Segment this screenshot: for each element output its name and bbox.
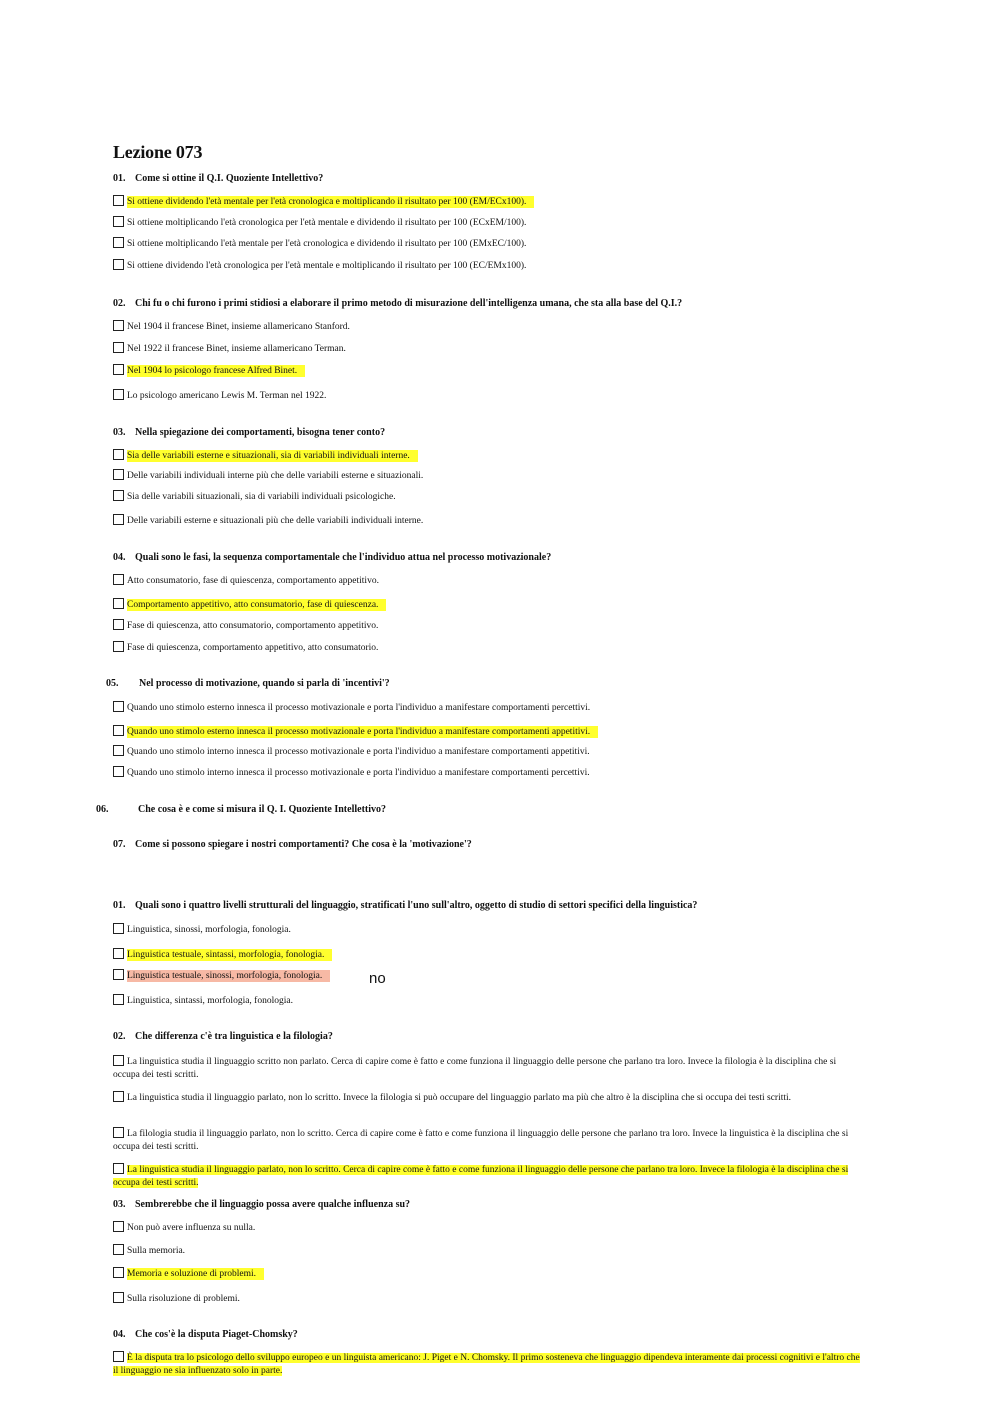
answer-checkbox[interactable] <box>113 1267 124 1278</box>
answer-option <box>113 1091 865 1105</box>
answer-text-wrong-highlighted: Linguistica testuale, sinossi, morfologia, fonologia. <box>127 970 330 982</box>
answer-checkbox[interactable] <box>113 994 124 1005</box>
answer-checkbox[interactable] <box>113 237 124 248</box>
answer-option <box>113 574 379 588</box>
answer-text-highlighted: Sia delle variabili esterne e situazionali, sia di variabili individuali interne. <box>127 450 418 462</box>
answer-option <box>113 1127 865 1154</box>
question-number: 01. <box>113 173 126 184</box>
answer-checkbox[interactable] <box>113 216 124 227</box>
answer-text: La linguistica studia il linguaggio scritto non parlato. Cerca di capire come è fatto e come funziona il linguaggio delle persone che parlano tra loro. Invece la filologia è la disciplina che si occupa dei testi scritti. <box>113 1057 837 1080</box>
answer-option <box>113 364 305 378</box>
question-text: Come si ottine il Q.I. Quoziente Intellettivo? <box>135 173 324 184</box>
answer-option <box>113 195 534 209</box>
answer-option <box>113 948 332 962</box>
answer-text: Fase di quiescenza, atto consumatorio, comportamento appetitivo. <box>127 621 379 631</box>
answer-option <box>113 490 396 504</box>
answer-option <box>113 994 293 1008</box>
answer-option <box>113 701 590 715</box>
handwritten-note: no <box>369 970 386 987</box>
answer-text: La linguistica studia il linguaggio parlato, non lo scritto. Invece la filologia si può occupare del linguaggio parlato ma più che altro è la disciplina che si occupa dei testi scritti. <box>127 1093 792 1103</box>
answer-text: Si ottiene moltiplicando l'età cronologica per l'età mentale e dividendo il risultato per 100 (ECxEM/100). <box>127 218 527 228</box>
answer-text: La filologia studia il linguaggio parlato, non lo scritto. Cerca di capire come è fatto e come funziona il linguaggio delle persone che parlano tra loro. Invece la linguistica è la disciplina che si occupa dei testi scritti. <box>113 1129 849 1152</box>
answer-checkbox[interactable] <box>113 195 124 206</box>
answer-text: Quando uno stimolo interno innesca il processo motivazionale e porta l'individuo a manifestare comportamenti appetitivi. <box>127 747 590 757</box>
answer-text: Sia delle variabili situazionali, sia di variabili individuali psicologiche. <box>127 492 396 502</box>
answer-option <box>113 1351 865 1378</box>
answer-text-highlighted: Memoria e soluzione di problemi. <box>127 1268 264 1280</box>
answer-checkbox[interactable] <box>113 745 124 756</box>
answer-text-highlighted: Comportamento appetitivo, atto consumatorio, fase di quiescenza. <box>127 599 386 611</box>
answer-option <box>113 598 386 612</box>
answer-text: Sulla risoluzione di problemi. <box>127 1294 240 1304</box>
answer-text: Si ottiene moltiplicando l'età mentale per l'età cronologica e dividendo il risultato per 100 (EMxEC/100). <box>127 239 527 249</box>
answer-option <box>113 259 526 273</box>
answer-checkbox[interactable] <box>113 342 124 353</box>
answer-text-highlighted: Nel 1904 lo psicologo francese Alfred Binet. <box>127 365 305 377</box>
question-2-03 <box>113 1199 410 1210</box>
question-07 <box>113 839 472 850</box>
answer-option <box>113 969 330 983</box>
answer-checkbox[interactable] <box>113 320 124 331</box>
answer-text-highlighted: Quando uno stimolo esterno innesca il processo motivazionale e porta l'individuo a manifestare comportamenti appetitivi. <box>127 726 598 738</box>
answer-option <box>113 216 526 230</box>
answer-text: Si ottiene dividendo l'età cronologica per l'età mentale e moltiplicando il risultato per 100 (EC/EMx100). <box>127 261 527 271</box>
question-number: 03. <box>113 427 126 438</box>
question-text: Quali sono i quattro livelli strutturali del linguaggio, stratificati l'uno sull'altro, oggetto di studio di settori specifici della linguistica? <box>135 900 698 911</box>
answer-checkbox[interactable] <box>113 619 124 630</box>
answer-checkbox[interactable] <box>113 1221 124 1232</box>
answer-text: Linguistica, sintassi, morfologia, fonologia. <box>127 996 293 1006</box>
question-number: 02. <box>113 298 126 309</box>
question-number: 01. <box>113 900 126 911</box>
question-03 <box>113 427 385 438</box>
answer-checkbox[interactable] <box>113 259 124 270</box>
question-number: 07. <box>113 839 126 850</box>
question-2-04 <box>113 1329 298 1340</box>
answer-text: Fase di quiescenza, comportamento appetitivo, atto consumatorio. <box>127 643 379 653</box>
question-text: Nel processo di motivazione, quando si parla di 'incentivi'? <box>139 678 390 689</box>
answer-checkbox[interactable] <box>113 923 124 934</box>
question-04 <box>113 552 551 563</box>
question-number: 05. <box>106 678 119 689</box>
question-number: 04. <box>113 1329 126 1340</box>
answer-option <box>113 725 598 739</box>
question-text: Che differenza c'è tra linguistica e la filologia? <box>135 1031 333 1042</box>
question-text: Chi fu o chi furono i primi stidiosi a elaborare il primo metodo di misurazione dell'intelligenza umana, che sta alla base del Q.I.? <box>135 298 683 309</box>
question-text: Quali sono le fasi, la sequenza comportamentale che l'individuo attua nel processo motivazionale? <box>135 552 552 563</box>
answer-checkbox[interactable] <box>113 725 124 736</box>
answer-text-highlighted: Si ottiene dividendo l'età mentale per l'età cronologica e moltiplicando il risultato per 100 (EM/ECx100). <box>127 196 534 208</box>
answer-option <box>113 514 423 528</box>
answer-checkbox[interactable] <box>113 598 124 609</box>
answer-text: Delle variabili esterne e situazionali più che delle variabili individuali interne. <box>127 516 424 526</box>
answer-option <box>113 1244 185 1258</box>
answer-option <box>113 745 590 759</box>
answer-text: Quando uno stimolo esterno innesca il processo motivazionale e porta l'individuo a manifestare comportamenti percettivi. <box>127 703 591 713</box>
answer-checkbox[interactable] <box>113 574 124 585</box>
answer-text: Sulla memoria. <box>127 1246 186 1256</box>
answer-checkbox[interactable] <box>113 969 124 980</box>
answer-option <box>113 1267 264 1281</box>
answer-text: Lo psicologo americano Lewis M. Terman nel 1922. <box>127 391 327 401</box>
question-number: 03. <box>113 1199 126 1210</box>
answer-checkbox[interactable] <box>113 1127 124 1138</box>
question-06 <box>96 804 386 815</box>
question-01 <box>113 173 323 184</box>
answer-text: Linguistica, sinossi, morfologia, fonologia. <box>127 925 291 935</box>
answer-checkbox[interactable] <box>113 1163 124 1174</box>
answer-checkbox[interactable] <box>113 641 124 652</box>
answer-option <box>113 923 291 937</box>
answer-option <box>113 389 326 403</box>
question-text: Sembrerebbe che il linguaggio possa avere qualche influenza su? <box>135 1199 411 1210</box>
answer-option <box>113 469 423 483</box>
answer-text-highlighted: La linguistica studia il linguaggio parlato, non lo scritto. Cerca di capire come è fatto e come funziona il linguaggio delle persone che parlano tra loro. Invece la filologia è la disciplina che si occupa dei testi scritti. <box>113 1165 849 1188</box>
answer-text: Atto consumatorio, fase di quiescenza, comportamento appetitivo. <box>127 576 379 586</box>
question-2-02 <box>113 1031 333 1042</box>
answer-option <box>113 449 418 463</box>
answer-text: Nel 1922 il francese Binet, insieme allamericano Terman. <box>127 344 346 354</box>
answer-checkbox[interactable] <box>113 1292 124 1303</box>
answer-option <box>113 320 350 334</box>
question-text: Come si possono spiegare i nostri comportamenti? Che cosa è la 'motivazione'? <box>135 839 472 850</box>
question-02 <box>113 298 682 309</box>
answer-checkbox[interactable] <box>113 514 124 525</box>
answer-checkbox[interactable] <box>113 701 124 712</box>
answer-option <box>113 342 346 356</box>
question-number: 06. <box>96 804 109 815</box>
answer-checkbox[interactable] <box>113 948 124 959</box>
question-text: Che cosa è e come si misura il Q. I. Quoziente Intellettivo? <box>138 804 387 815</box>
answer-option <box>113 619 378 633</box>
answer-option <box>113 1221 255 1235</box>
answer-checkbox[interactable] <box>113 1244 124 1255</box>
answer-checkbox[interactable] <box>113 1055 124 1066</box>
answer-text-highlighted: È la disputa tra lo psicologo dello sviluppo europeo e un linguista americano: J. Piget e N. Chomsky. Il primo sosteneva che linguaggio dipendeva interamente dai processi cognitivi e l'altro che il linguaggio ne sia influenzato solo in parte. <box>113 1353 860 1376</box>
answer-option <box>113 766 590 780</box>
answer-checkbox[interactable] <box>113 1351 124 1362</box>
answer-checkbox[interactable] <box>113 389 124 400</box>
answer-text: Nel 1904 il francese Binet, insieme allamericano Stanford. <box>127 322 350 332</box>
question-2-01 <box>113 900 697 911</box>
answer-checkbox[interactable] <box>113 449 124 460</box>
answer-text: Delle variabili individuali interne più che delle variabili esterne e situazionali. <box>127 471 424 481</box>
question-number: 04. <box>113 552 126 563</box>
answer-checkbox[interactable] <box>113 766 124 777</box>
answer-option <box>113 237 526 251</box>
answer-checkbox[interactable] <box>113 1091 124 1102</box>
answer-option <box>113 641 378 655</box>
answer-option <box>113 1055 865 1082</box>
answer-checkbox[interactable] <box>113 469 124 480</box>
question-text: Che cos'è la disputa Piaget-Chomsky? <box>135 1329 298 1340</box>
answer-text: Non può avere influenza su nulla. <box>127 1223 256 1233</box>
answer-text-highlighted: Linguistica testuale, sintassi, morfologia, fonologia. <box>127 949 332 961</box>
answer-text: Quando uno stimolo interno innesca il processo motivazionale e porta l'individuo a manifestare comportamenti percettivi. <box>127 768 590 778</box>
answer-option <box>113 1163 865 1190</box>
lesson-title: Lezione 073 <box>113 142 203 162</box>
question-text: Nella spiegazione dei comportamenti, bisogna tener conto? <box>135 427 386 438</box>
question-number: 02. <box>113 1031 126 1042</box>
answer-option <box>113 1292 240 1306</box>
question-05 <box>106 678 390 689</box>
answer-checkbox[interactable] <box>113 364 124 375</box>
answer-checkbox[interactable] <box>113 490 124 501</box>
